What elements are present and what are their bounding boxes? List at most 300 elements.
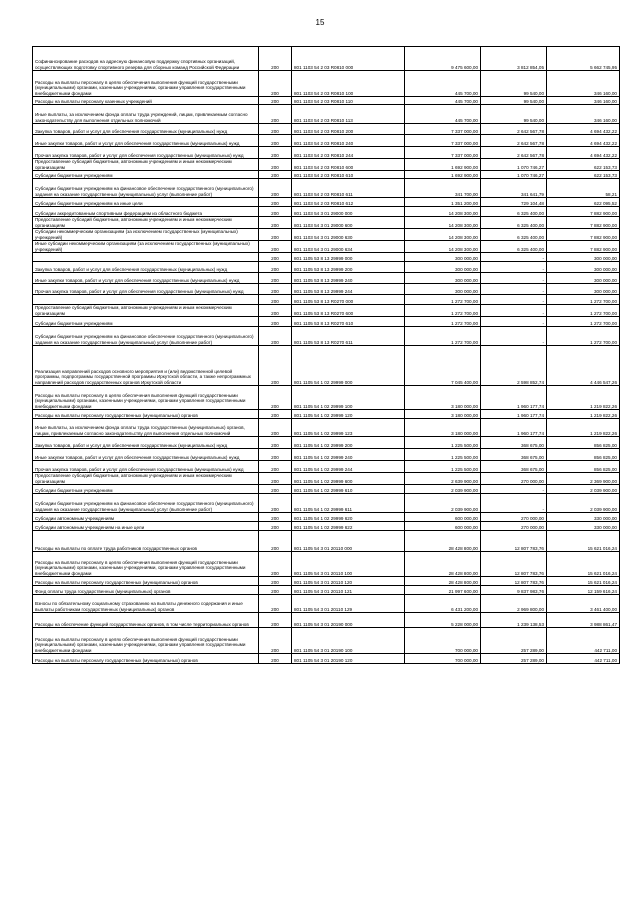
row-classification-code-cell: 801 1105 54 1 02 29999 600 (292, 473, 405, 485)
budget-execution-table (32, 46, 620, 664)
row-name-cell: Взносы по обязательному социальному страхованию на выплаты денежного содержания и иные выплаты работникам государственных (муниципальных) органов (33, 595, 259, 613)
row-approved-amount-cell: 14 208 300,00 (405, 229, 481, 241)
row-approved-amount-cell: 28 428 800,00 (405, 531, 481, 552)
row-classification-code-cell: 801 1103 54 2 03 R0810 000 (292, 47, 405, 71)
row-unexecuted-amount-cell: 622 153,73 (547, 159, 620, 171)
table-row (33, 449, 620, 461)
table-row (33, 147, 620, 159)
row-classification-code-cell: 801 1103 54 2 03 R0810 611 (292, 179, 405, 198)
row-name-cell: Иные закупки товаров, работ и услуг для обеспечения государственных (муниципальных) нужд (33, 135, 259, 147)
row-approved-amount-cell: 9 475 600,00 (405, 47, 481, 71)
row-code-cell: 200 (259, 97, 292, 105)
row-approved-amount-cell: 1 225 500,00 (405, 437, 481, 449)
row-approved-amount-cell: 1 351 200,00 (405, 198, 481, 207)
row-approved-amount-cell: 300 000,00 (405, 253, 481, 262)
row-name-cell: Субсидии бюджетным учреждениям (33, 171, 259, 179)
row-executed-amount-cell: 368 675,00 (481, 449, 547, 461)
row-classification-code-cell: 801 1103 54 2 03 R0810 110 (292, 97, 405, 105)
row-name-cell: Субсидии автономным учреждениям (33, 513, 259, 522)
row-code-cell: 200 (259, 124, 292, 135)
table-row (33, 552, 620, 577)
row-name-cell: Расходы на выплаты персоналу в целях обеспечения выполнения функций государственными (муниципальными) органами, казенными учреждениями, органами управления государственными внебюджетными фондами (33, 628, 259, 654)
row-classification-code-cell: 801 1103 54 2 03 R0810 610 (292, 171, 405, 179)
row-unexecuted-amount-cell: 7 882 900,00 (547, 207, 620, 217)
row-executed-amount-cell: 270 000,00 (481, 522, 547, 531)
row-executed-amount-cell: - (481, 284, 547, 295)
row-unexecuted-amount-cell: 15 621 016,24 (547, 577, 620, 586)
row-unexecuted-amount-cell: 7 882 900,00 (547, 229, 620, 241)
row-executed-amount-cell: 6 325 400,00 (481, 207, 547, 217)
row-executed-amount-cell: 99 540,00 (481, 71, 547, 97)
row-classification-code-cell: 801 1105 54 3 01 20110 121 (292, 586, 405, 595)
row-code-cell: 200 (259, 273, 292, 284)
row-approved-amount-cell: 445 700,00 (405, 97, 481, 105)
row-approved-amount-cell: 300 000,00 (405, 284, 481, 295)
row-name-cell (33, 295, 259, 305)
table-row (33, 71, 620, 97)
row-code-cell: 200 (259, 179, 292, 198)
row-code-cell: 200 (259, 171, 292, 179)
row-approved-amount-cell: 7 337 000,00 (405, 147, 481, 159)
row-classification-code-cell: 801 1105 54 1 02 29999 100 (292, 386, 405, 410)
table-row (33, 105, 620, 124)
row-approved-amount-cell: 2 639 900,00 (405, 473, 481, 485)
row-approved-amount-cell: 1 272 700,00 (405, 317, 481, 327)
row-approved-amount-cell: 1 272 700,00 (405, 327, 481, 346)
row-name-cell: Субсидии бюджетным учреждениям на финансовое обеспечение государственного (муниципального) задания на оказание государственных (муниципальных) услуг (выполнение работ) (33, 179, 259, 198)
row-name-cell: Расходы на выплаты персоналу в целях обеспечения выполнения функций государственными (муниципальными) органами, казенными учреждениями, органами управления государственными внебюджетными фондами (33, 386, 259, 410)
row-unexecuted-amount-cell: 15 621 016,24 (547, 531, 620, 552)
row-approved-amount-cell: 7 045 400,00 (405, 346, 481, 386)
row-approved-amount-cell: 21 997 600,00 (405, 586, 481, 595)
row-executed-amount-cell: - (481, 317, 547, 327)
row-classification-code-cell: 801 1103 54 2 03 R0810 244 (292, 147, 405, 159)
row-classification-code-cell: 801 1105 54 1 02 29999 611 (292, 494, 405, 513)
row-executed-amount-cell: - (481, 253, 547, 262)
row-approved-amount-cell: 3 180 000,00 (405, 410, 481, 419)
table-row (33, 577, 620, 586)
table-row (33, 273, 620, 284)
row-name-cell: Расходы на выплаты персоналу государственных (муниципальных) органов (33, 577, 259, 586)
row-executed-amount-cell: 729 104,48 (481, 198, 547, 207)
row-name-cell: Предоставление субсидий бюджетным, автономным учреждениям и иным некоммерческим организациям (33, 473, 259, 485)
row-unexecuted-amount-cell: 330 000,00 (547, 522, 620, 531)
row-classification-code-cell: 801 1103 54 3 01 29000 630 (292, 229, 405, 241)
row-code-cell: 200 (259, 262, 292, 273)
row-approved-amount-cell: 7 337 000,00 (405, 124, 481, 135)
row-unexecuted-amount-cell: 300 000,00 (547, 262, 620, 273)
row-name-cell: Предоставление субсидий бюджетным, автономным учреждениям и иным некоммерческим организациям (33, 159, 259, 171)
row-approved-amount-cell: 445 700,00 (405, 71, 481, 97)
row-name-cell: Иные закупки товаров, работ и услуг для обеспечения государственных (муниципальных) нужд (33, 273, 259, 284)
table-row (33, 595, 620, 613)
table-row (33, 410, 620, 419)
row-code-cell: 200 (259, 485, 292, 494)
row-code-cell: 200 (259, 386, 292, 410)
row-executed-amount-cell: 1 960 177,74 (481, 386, 547, 410)
row-name-cell: Закупка товаров, работ и услуг для обеспечения государственных (муниципальных) нужд (33, 437, 259, 449)
table-row (33, 47, 620, 71)
row-classification-code-cell: 801 1105 53 8 13 29999 000 (292, 253, 405, 262)
row-unexecuted-amount-cell: 856 825,00 (547, 437, 620, 449)
row-name-cell: Субсидии аккредитованным спортивным федерациям из областного бюджета (33, 207, 259, 217)
row-code-cell: 200 (259, 229, 292, 241)
row-code-cell: 200 (259, 628, 292, 654)
table-row (33, 171, 620, 179)
row-unexecuted-amount-cell: 12 159 616,24 (547, 586, 620, 595)
row-classification-code-cell: 801 1105 54 1 02 29999 200 (292, 437, 405, 449)
table-row (33, 135, 620, 147)
row-classification-code-cell: 801 1105 53 8 13 29999 240 (292, 273, 405, 284)
row-unexecuted-amount-cell: 2 369 900,00 (547, 473, 620, 485)
row-executed-amount-cell: 1 960 177,74 (481, 410, 547, 419)
table-row (33, 654, 620, 664)
table-row (33, 159, 620, 171)
row-unexecuted-amount-cell: 58,21 (547, 179, 620, 198)
row-name-cell: Субсидии бюджетным учреждениям (33, 485, 259, 494)
row-code-cell: 200 (259, 47, 292, 71)
table-row (33, 586, 620, 595)
table-row (33, 327, 620, 346)
row-classification-code-cell: 801 1105 53 8 13 29999 200 (292, 262, 405, 273)
row-name-cell: Субсидии бюджетным учреждениям на финансовое обеспечение государственного (муниципального) задания на оказание государственных (муниципальных) услуг (выполнение работ) (33, 327, 259, 346)
row-name-cell: Иные закупки товаров, работ и услуг для обеспечения государственных (муниципальных) нужд (33, 449, 259, 461)
row-executed-amount-cell: 341 641,79 (481, 179, 547, 198)
row-code-cell: 200 (259, 586, 292, 595)
row-classification-code-cell: 801 1103 54 2 03 R0810 600 (292, 159, 405, 171)
row-classification-code-cell: 801 1105 54 3 01 20110 100 (292, 552, 405, 577)
table-row (33, 229, 620, 241)
row-classification-code-cell: 801 1105 54 3 01 20190 100 (292, 628, 405, 654)
table-row (33, 284, 620, 295)
row-name-cell: Прочая закупка товаров, работ и услуг для обеспечения государственных (муниципальных) нужд (33, 284, 259, 295)
row-code-cell: 200 (259, 552, 292, 577)
row-unexecuted-amount-cell: 15 621 016,24 (547, 552, 620, 577)
row-classification-code-cell: 801 1105 54 3 01 20110 000 (292, 531, 405, 552)
row-unexecuted-amount-cell: 622 095,52 (547, 198, 620, 207)
table-row (33, 628, 620, 654)
row-approved-amount-cell: 28 428 800,00 (405, 552, 481, 577)
row-executed-amount-cell: 2 642 567,78 (481, 147, 547, 159)
row-executed-amount-cell: 270 000,00 (481, 473, 547, 485)
row-code-cell: 200 (259, 241, 292, 253)
row-classification-code-cell: 801 1103 54 2 03 R0810 100 (292, 71, 405, 97)
row-code-cell: 200 (259, 217, 292, 229)
row-name-cell: Закупка товаров, работ и услуг для обеспечения государственных (муниципальных) нужд (33, 262, 259, 273)
row-code-cell: 200 (259, 437, 292, 449)
row-code-cell: 200 (259, 449, 292, 461)
table-row (33, 217, 620, 229)
row-approved-amount-cell: 1 225 500,00 (405, 449, 481, 461)
row-code-cell: 200 (259, 317, 292, 327)
row-classification-code-cell: 801 1105 54 1 02 29999 610 (292, 485, 405, 494)
row-name-cell: Предоставление субсидий бюджетным, автономным учреждениям и иным некоммерческим организациям (33, 217, 259, 229)
row-executed-amount-cell: 12 807 783,76 (481, 577, 547, 586)
row-executed-amount-cell: 1 239 138,53 (481, 613, 547, 628)
row-unexecuted-amount-cell: 5 662 745,95 (547, 47, 620, 71)
row-code-cell: 200 (259, 410, 292, 419)
row-name-cell: Расходы на выплаты персоналу государственных (муниципальных) органов (33, 410, 259, 419)
row-executed-amount-cell: 99 540,00 (481, 105, 547, 124)
row-code-cell: 200 (259, 295, 292, 305)
row-name-cell: Расходы на выплаты персоналу в целях обеспечения выполнения функций государственными (муниципальными) органами, казенными учреждениями, органами управления государственными внебюджетными фондами (33, 552, 259, 577)
row-unexecuted-amount-cell: 3 461 400,00 (547, 595, 620, 613)
row-executed-amount-cell: 12 807 783,76 (481, 552, 547, 577)
table-row (33, 179, 620, 198)
row-classification-code-cell: 801 1105 54 1 02 29999 120 (292, 410, 405, 419)
row-name-cell: Закупка товаров, работ и услуг для обеспечения государственных (муниципальных) нужд (33, 124, 259, 135)
row-name-cell: Расходы на выплаты персоналу государственных (муниципальных) органов (33, 654, 259, 664)
row-code-cell: 200 (259, 135, 292, 147)
row-unexecuted-amount-cell: 856 825,00 (547, 461, 620, 473)
row-executed-amount-cell: 6 325 400,00 (481, 229, 547, 241)
row-approved-amount-cell: 2 039 900,00 (405, 494, 481, 513)
page-number: 15 (315, 18, 325, 27)
row-unexecuted-amount-cell: 300 000,00 (547, 284, 620, 295)
row-unexecuted-amount-cell: 442 711,00 (547, 628, 620, 654)
row-approved-amount-cell: 3 180 000,00 (405, 386, 481, 410)
row-name-cell: Иные субсидии некоммерческим организациям (за исключением государственных (муниципальных) учреждений) (33, 241, 259, 253)
row-code-cell: 200 (259, 461, 292, 473)
row-unexecuted-amount-cell: 4 446 547,26 (547, 346, 620, 386)
row-code-cell: 200 (259, 71, 292, 97)
row-approved-amount-cell: 600 000,00 (405, 513, 481, 522)
table-row (33, 513, 620, 522)
table-row (33, 522, 620, 531)
row-approved-amount-cell: 1 692 900,00 (405, 171, 481, 179)
row-unexecuted-amount-cell: 1 272 700,00 (547, 327, 620, 346)
row-code-cell: 200 (259, 522, 292, 531)
row-unexecuted-amount-cell: 346 160,00 (547, 97, 620, 105)
row-approved-amount-cell: 1 692 900,00 (405, 159, 481, 171)
table-row (33, 305, 620, 317)
row-approved-amount-cell: 700 000,00 (405, 628, 481, 654)
row-code-cell: 200 (259, 147, 292, 159)
row-executed-amount-cell: 99 540,00 (481, 97, 547, 105)
row-approved-amount-cell: 14 208 300,00 (405, 217, 481, 229)
row-approved-amount-cell: 1 272 700,00 (405, 295, 481, 305)
row-name-cell: Иные выплаты, за исключением фонда оплаты труда учреждений, лицам, привлекаемым согласно законодательству для выполнения отдельных полномочий (33, 105, 259, 124)
row-name-cell: Субсидии некоммерческим организациям (за исключением государственных (муниципальных) учреждений) (33, 229, 259, 241)
row-code-cell: 200 (259, 207, 292, 217)
row-approved-amount-cell: 6 431 200,00 (405, 595, 481, 613)
row-code-cell: 200 (259, 513, 292, 522)
row-unexecuted-amount-cell: 442 711,00 (547, 654, 620, 664)
row-name-cell: Субсидии бюджетным учреждениям на финансовое обеспечение государственного (муниципального) задания на оказание государственных (муниципальных) услуг (выполнение работ) (33, 494, 259, 513)
row-executed-amount-cell: 1 960 177,74 (481, 419, 547, 437)
row-classification-code-cell: 801 1103 54 2 03 R0810 240 (292, 135, 405, 147)
row-name-cell: Прочая закупка товаров, работ и услуг для обеспечения государственных (муниципальных) нужд (33, 461, 259, 473)
row-unexecuted-amount-cell: 4 694 432,22 (547, 124, 620, 135)
row-name-cell: Прочая закупка товаров, работ и услуг для обеспечения государственных (муниципальных) нужд (33, 147, 259, 159)
row-name-cell: Фонд оплаты труда государственных (муниципальных) органов (33, 586, 259, 595)
row-approved-amount-cell: 300 000,00 (405, 273, 481, 284)
row-approved-amount-cell: 2 039 900,00 (405, 485, 481, 494)
row-code-cell: 200 (259, 198, 292, 207)
table-row (33, 437, 620, 449)
row-approved-amount-cell: 14 208 300,00 (405, 207, 481, 217)
row-unexecuted-amount-cell: 330 000,00 (547, 513, 620, 522)
row-executed-amount-cell: 368 675,00 (481, 461, 547, 473)
row-classification-code-cell: 801 1105 54 1 02 29999 123 (292, 419, 405, 437)
row-unexecuted-amount-cell: 1 219 822,26 (547, 410, 620, 419)
table-row (33, 494, 620, 513)
table-row (33, 253, 620, 262)
row-name-cell: Субсидии автономным учреждениям на иные цели (33, 522, 259, 531)
table-row (33, 346, 620, 386)
row-unexecuted-amount-cell: 2 039 900,00 (547, 485, 620, 494)
row-unexecuted-amount-cell: 346 160,00 (547, 71, 620, 97)
row-classification-code-cell: 801 1105 53 8 13 R0270 610 (292, 317, 405, 327)
row-approved-amount-cell: 1 272 700,00 (405, 305, 481, 317)
row-classification-code-cell: 801 1105 54 3 01 20110 120 (292, 577, 405, 586)
row-approved-amount-cell: 28 428 800,00 (405, 577, 481, 586)
row-classification-code-cell: 801 1105 54 1 02 29999 240 (292, 449, 405, 461)
row-approved-amount-cell: 1 225 500,00 (405, 461, 481, 473)
row-classification-code-cell: 801 1105 54 3 01 20110 129 (292, 595, 405, 613)
row-executed-amount-cell: - (481, 305, 547, 317)
row-executed-amount-cell: 257 289,00 (481, 654, 547, 664)
row-code-cell: 200 (259, 105, 292, 124)
row-name-cell (33, 253, 259, 262)
row-code-cell: 200 (259, 595, 292, 613)
row-classification-code-cell: 801 1105 53 8 13 R0270 611 (292, 327, 405, 346)
row-executed-amount-cell: 368 675,00 (481, 437, 547, 449)
table-row (33, 419, 620, 437)
row-classification-code-cell: 801 1103 54 2 03 R0810 200 (292, 124, 405, 135)
row-unexecuted-amount-cell: 346 160,00 (547, 105, 620, 124)
table-row (33, 207, 620, 217)
row-name-cell: Реализация направлений расходов основного мероприятия и (или) ведомственной целевой программы, подпрограммы государственной программы Иркутской области, а также непрограммных направлений расходов государственных органов Иркутской области (33, 346, 259, 386)
row-code-cell: 200 (259, 613, 292, 628)
row-classification-code-cell: 801 1103 54 2 03 R0810 612 (292, 198, 405, 207)
row-unexecuted-amount-cell: 7 882 900,00 (547, 217, 620, 229)
row-executed-amount-cell: 2 598 852,74 (481, 346, 547, 386)
row-unexecuted-amount-cell: 7 882 900,00 (547, 241, 620, 253)
row-unexecuted-amount-cell: 856 825,00 (547, 449, 620, 461)
table-row (33, 262, 620, 273)
table-row (33, 461, 620, 473)
row-unexecuted-amount-cell: 300 000,00 (547, 273, 620, 284)
row-classification-code-cell: 801 1105 54 3 01 20190 000 (292, 613, 405, 628)
row-code-cell: 200 (259, 253, 292, 262)
row-executed-amount-cell: 2 969 800,00 (481, 595, 547, 613)
row-unexecuted-amount-cell: 622 153,73 (547, 171, 620, 179)
row-code-cell: 200 (259, 473, 292, 485)
row-executed-amount-cell: - (481, 273, 547, 284)
table-row (33, 386, 620, 410)
row-classification-code-cell: 801 1105 54 1 02 29999 000 (292, 346, 405, 386)
row-approved-amount-cell: 600 000,00 (405, 522, 481, 531)
row-executed-amount-cell: - (481, 485, 547, 494)
row-executed-amount-cell: 1 070 746,27 (481, 159, 547, 171)
row-classification-code-cell: 801 1105 53 8 13 R0270 600 (292, 305, 405, 317)
row-classification-code-cell: 801 1105 54 1 02 29999 620 (292, 513, 405, 522)
row-code-cell: 200 (259, 327, 292, 346)
row-approved-amount-cell: 300 000,00 (405, 262, 481, 273)
row-executed-amount-cell: 6 325 400,00 (481, 217, 547, 229)
row-approved-amount-cell: 14 208 300,00 (405, 241, 481, 253)
row-unexecuted-amount-cell: 1 272 700,00 (547, 295, 620, 305)
row-executed-amount-cell: - (481, 262, 547, 273)
table-row (33, 124, 620, 135)
table-row (33, 485, 620, 494)
row-executed-amount-cell: 12 807 783,76 (481, 531, 547, 552)
row-classification-code-cell: 801 1105 54 1 02 29999 622 (292, 522, 405, 531)
row-name-cell: Субсидии бюджетным учреждениям на иные цели (33, 198, 259, 207)
row-approved-amount-cell: 445 700,00 (405, 105, 481, 124)
row-name-cell: Субсидии бюджетным учреждениям (33, 317, 259, 327)
row-approved-amount-cell: 3 180 000,00 (405, 419, 481, 437)
row-approved-amount-cell: 700 000,00 (405, 654, 481, 664)
row-code-cell: 200 (259, 346, 292, 386)
table-row (33, 531, 620, 552)
row-approved-amount-cell: 341 700,00 (405, 179, 481, 198)
row-executed-amount-cell: 2 642 567,78 (481, 124, 547, 135)
row-unexecuted-amount-cell: 1 219 822,26 (547, 386, 620, 410)
row-executed-amount-cell: 6 325 400,00 (481, 241, 547, 253)
table-row (33, 97, 620, 105)
row-name-cell: Софинансирование расходов на адресную финансовую поддержку спортивных организаций, осуществляющих подготовку спортивного резерва для сборных команд Российской Федерации (33, 47, 259, 71)
row-executed-amount-cell: 257 289,00 (481, 628, 547, 654)
row-executed-amount-cell: - (481, 327, 547, 346)
row-approved-amount-cell: 7 337 000,00 (405, 135, 481, 147)
row-classification-code-cell: 801 1103 54 3 01 29000 600 (292, 217, 405, 229)
row-unexecuted-amount-cell: 4 694 432,22 (547, 135, 620, 147)
row-code-cell: 200 (259, 494, 292, 513)
row-code-cell: 200 (259, 577, 292, 586)
row-name-cell: Расходы на выплаты по оплате труда работников государственных органов (33, 531, 259, 552)
row-name-cell: Расходы на обеспечение функций государственных органов, в том числе территориальных органов (33, 613, 259, 628)
row-classification-code-cell: 801 1103 54 3 01 29000 000 (292, 207, 405, 217)
row-code-cell: 200 (259, 159, 292, 171)
table-row (33, 198, 620, 207)
row-unexecuted-amount-cell: 1 272 700,00 (547, 317, 620, 327)
table-row (33, 241, 620, 253)
table-row (33, 295, 620, 305)
row-executed-amount-cell: 1 070 746,27 (481, 171, 547, 179)
row-unexecuted-amount-cell: 3 988 861,47 (547, 613, 620, 628)
row-approved-amount-cell: 5 228 000,00 (405, 613, 481, 628)
row-classification-code-cell: 801 1103 54 3 01 29000 634 (292, 241, 405, 253)
row-code-cell: 200 (259, 419, 292, 437)
row-executed-amount-cell: 3 812 854,05 (481, 47, 547, 71)
row-executed-amount-cell: 270 000,00 (481, 513, 547, 522)
row-executed-amount-cell: 9 837 983,76 (481, 586, 547, 595)
row-unexecuted-amount-cell: 300 000,00 (547, 253, 620, 262)
row-unexecuted-amount-cell: 1 272 700,00 (547, 305, 620, 317)
row-name-cell: Иные выплаты, за исключением фонда оплаты труда государственных (муниципальных) органов, лицам, привлекаемым согласно законодательству для выполнения отдельных полномочий (33, 419, 259, 437)
row-unexecuted-amount-cell: 4 694 432,22 (547, 147, 620, 159)
row-executed-amount-cell: - (481, 295, 547, 305)
row-classification-code-cell: 801 1105 54 3 01 20190 120 (292, 654, 405, 664)
row-classification-code-cell: 801 1105 53 8 13 29999 244 (292, 284, 405, 295)
row-name-cell: Предоставление субсидий бюджетным, автономным учреждениям и иным некоммерческим организациям (33, 305, 259, 317)
row-executed-amount-cell: 2 642 567,78 (481, 135, 547, 147)
row-code-cell: 200 (259, 531, 292, 552)
table-row (33, 473, 620, 485)
row-executed-amount-cell: - (481, 494, 547, 513)
row-unexecuted-amount-cell: 1 219 822,26 (547, 419, 620, 437)
row-unexecuted-amount-cell: 2 039 900,00 (547, 494, 620, 513)
table-row (33, 317, 620, 327)
row-classification-code-cell: 801 1105 54 1 02 29999 244 (292, 461, 405, 473)
row-name-cell: Расходы на выплаты персоналу казенных учреждений (33, 97, 259, 105)
table-row (33, 613, 620, 628)
row-classification-code-cell: 801 1103 54 2 03 R0810 113 (292, 105, 405, 124)
row-code-cell: 200 (259, 305, 292, 317)
row-code-cell: 200 (259, 284, 292, 295)
